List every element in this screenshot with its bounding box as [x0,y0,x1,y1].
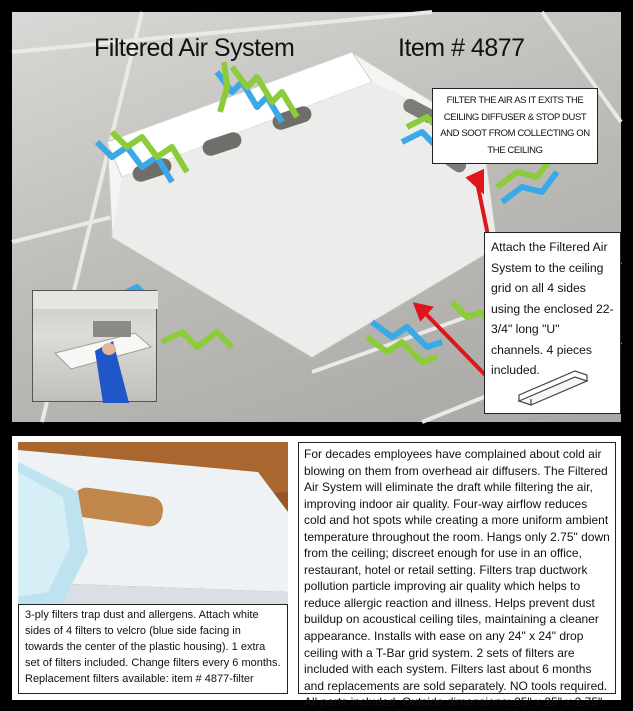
filter-caption-text: 3-ply filters trap dust and allergens. Attach white sides of 4 filters to velcro (blue side facing in towards the center of the plastic housing). 1 extra set of filters included. Change filters every 6 months. Replacement filters available: item # 4877-filter [25,609,281,685]
product-photo-ceiling [12,12,621,422]
item-number: Item # 4877 [398,34,525,62]
product-description [298,442,616,710]
u-channel-icon [515,371,591,411]
filter-caption-box [18,604,288,694]
product-description-text: For decades employees have complained about cold air blowing on them from overhead air diffusers. The Filtered Air System will eliminate the draft while filtering the air, improving indoor air quality. Four-way airflow reduces cold and hot spots while creating a more uniform ambient temperature throughout the room. Hangs only 2.75" down from the ceiling; discreet enough for use in an office, restaurant, hotel or retail setting. Filters trap ductwork pollution particle improving air quality which helps to reduce allergic reaction and illness. Helps prevent dust buildup on acoustical ceiling tiles, maintaining a cleaner appearance. Installs with ease on any 24" x 24" drop ceiling with a T-Bar grid system. 2 sets of filters are included with each system. Filters last about 6 months and replacements are sold separately. NO tools required. All parts included. Outside dimensions: 25" x 25" x 2.75" [304,447,610,710]
install-scene [33,291,158,403]
filter-callout-text: FILTER THE AIR AS IT EXITS THE CEILING DIFFUSER & STOP DUST AND SOOT FROM COLLECTING ON THE CEILING [440,95,590,156]
install-inset-photo [32,290,157,402]
product-title: Filtered Air System [94,34,295,62]
attach-callout [484,232,621,414]
details-panel [12,436,621,710]
attach-callout-text: Attach the Filtered Air System to the ceiling grid on all 4 sides using the enclosed 22-3/4" long "U" channels. 4 pieces included. [491,240,614,377]
filter-callout [432,88,598,164]
